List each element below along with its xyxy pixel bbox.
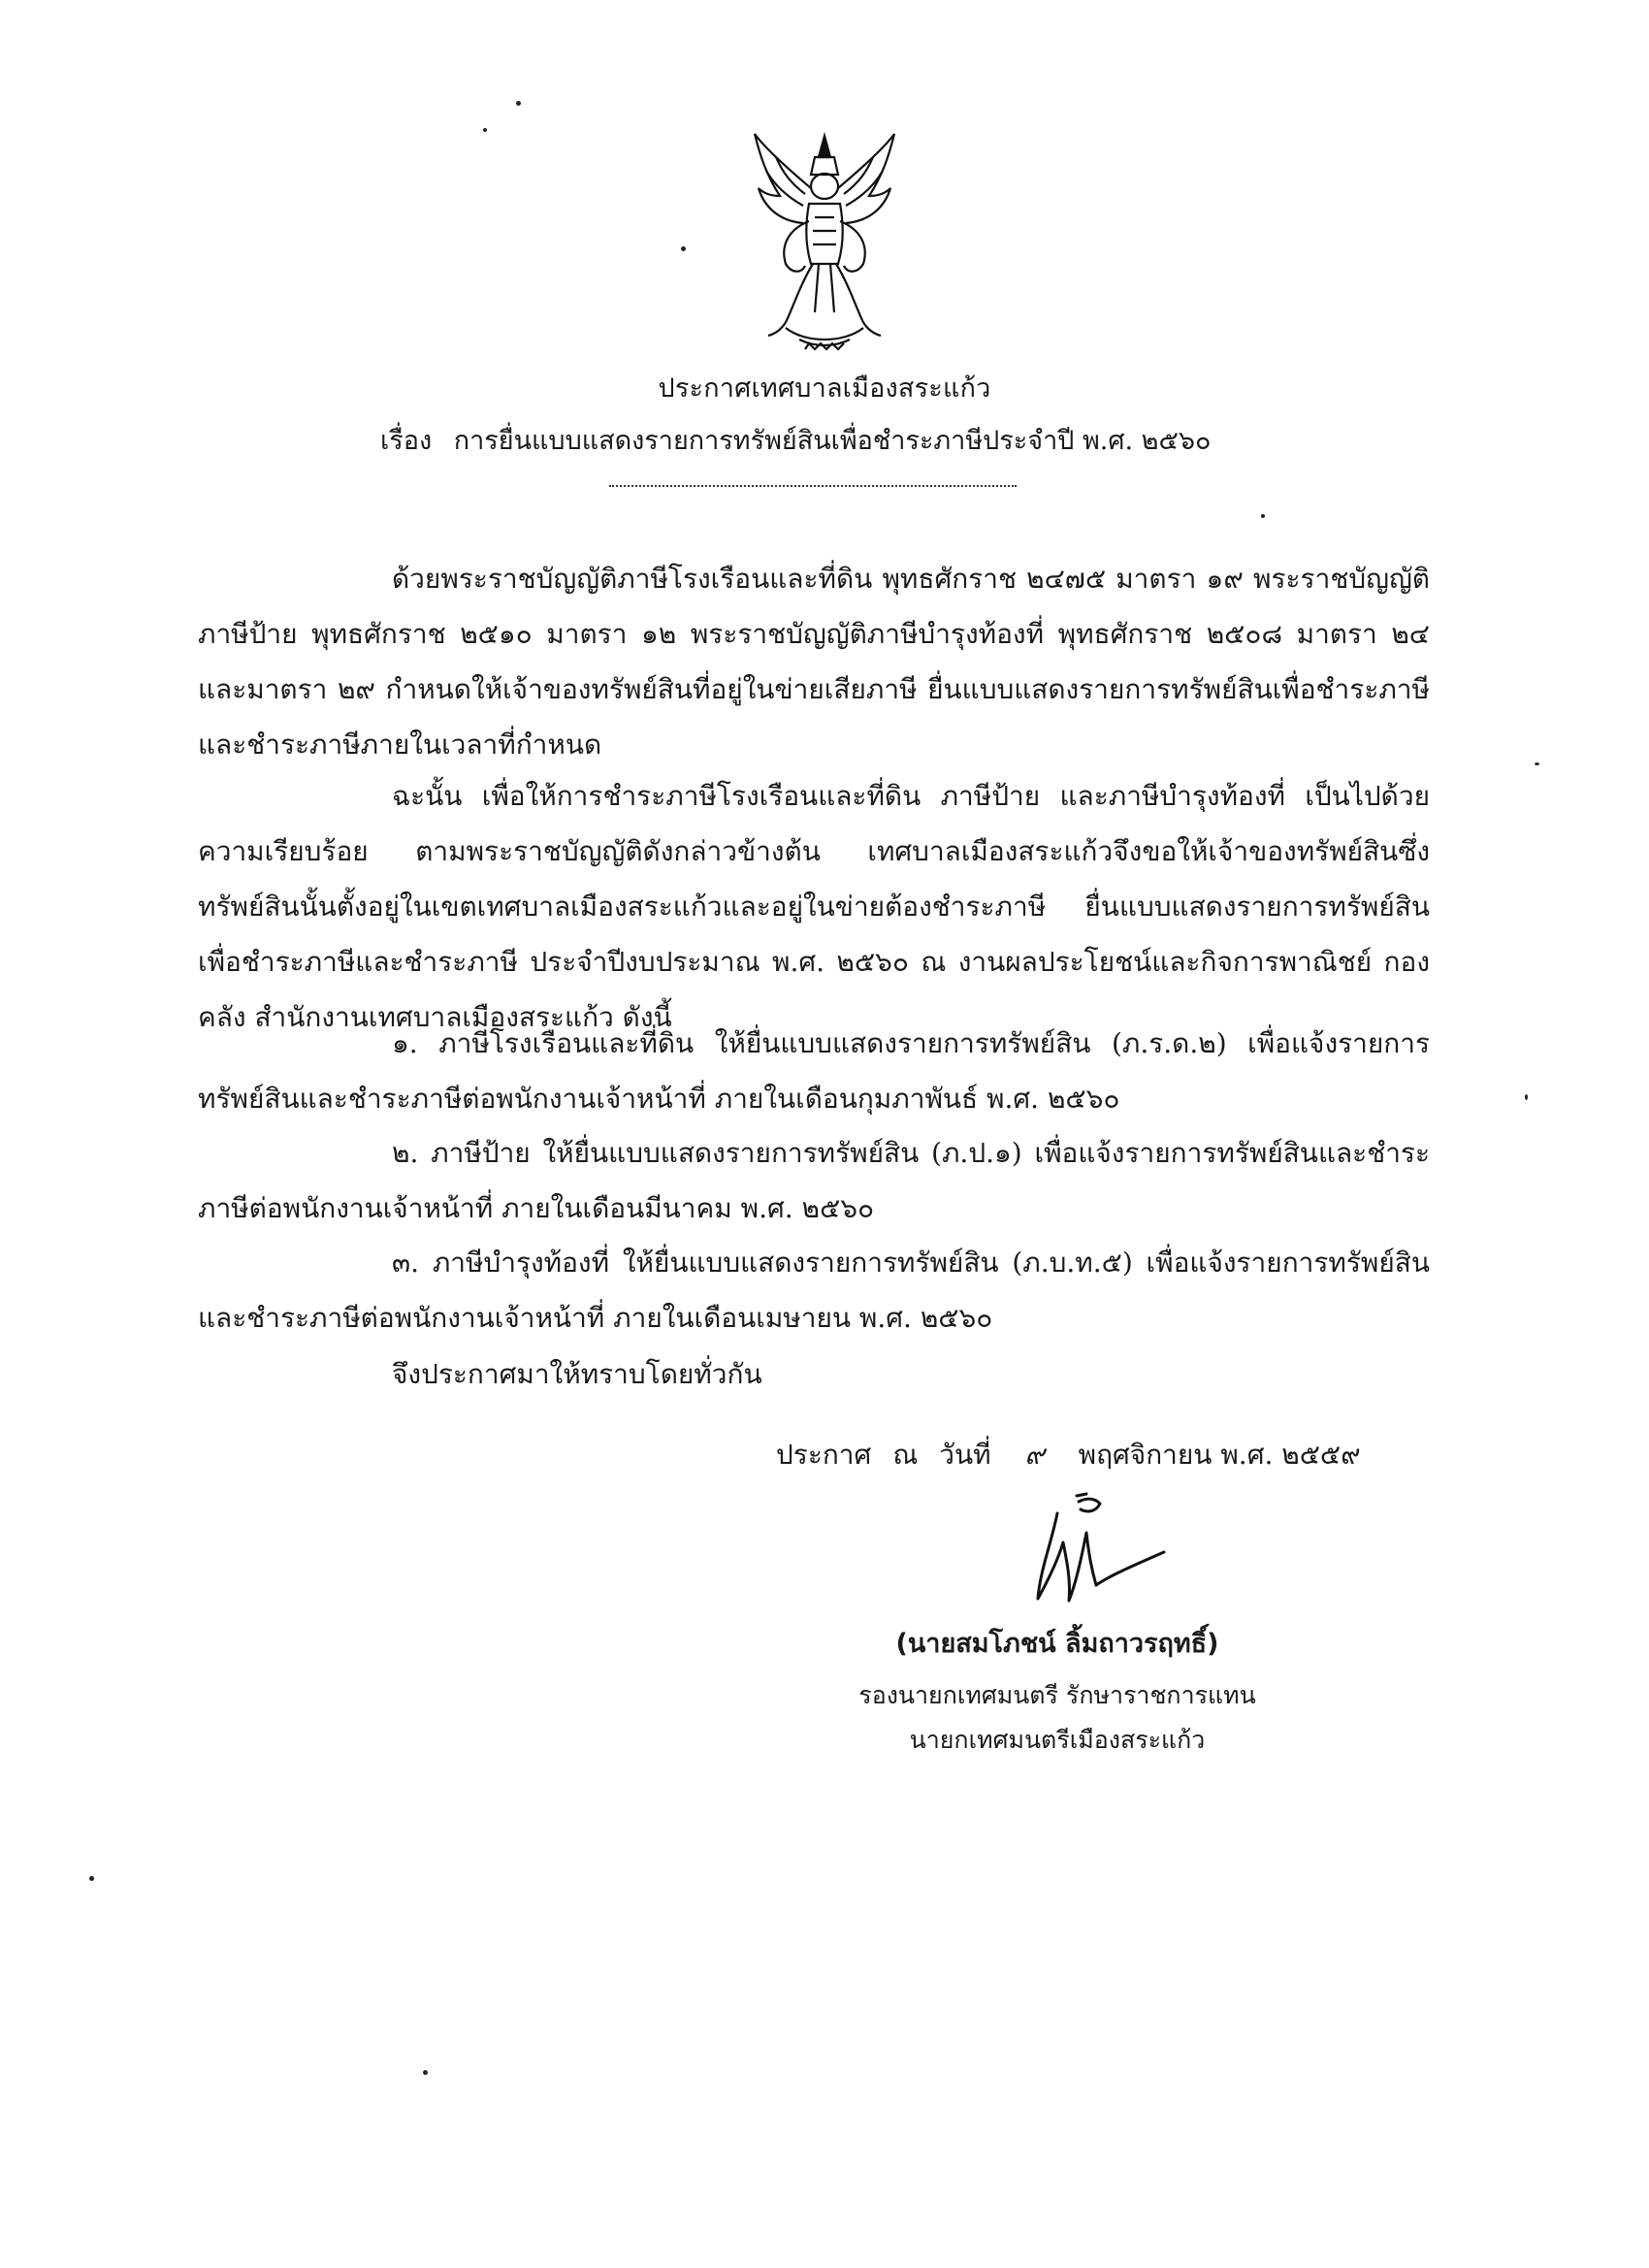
garuda-emblem-icon — [747, 128, 902, 351]
signer-name: (นายสมโภชน์ ลิ้มถาวรฤทธิ์) — [895, 1629, 1219, 1659]
scan-speck — [89, 1876, 94, 1881]
scan-speck — [681, 246, 686, 251]
announcement-date — [776, 1434, 1361, 1476]
scan-speck — [483, 128, 487, 132]
paragraph-request: ฉะนั้น เพื่อให้การชำระภาษีโรงเรือนและที่ดิน ภาษีป้าย และภาษีบำรุงท้องที่ เป็นไปด้วยความเรียบร้อย ตามพระราชบัญญัติดังกล่าวข้างต้น เทศบาลเมืองสระแก้วจึงขอให้เจ้าของทรัพย์สินซึ่งทรัพย์สินนั้นตั้งอยู่ในเขตเทศบาลเมืองสระแก้วและอยู่ในข่ายต้องชำระภาษี ยื่นแบบแสดงรายการทรัพย์สินเพื่อชำระภาษีและชำระภาษี ประจำปีงบประมาณ พ.ศ. ๒๕๖๐ ณ งานผลประโยชน์และกิจการพาณิชย์ กองคลัง สำนักงานเทศบาลเมืองสระแก้ว ดังนี้ — [198, 780, 1430, 1033]
dotted-divider — [609, 485, 1017, 487]
scan-speck — [516, 101, 521, 106]
scan-speck — [423, 2070, 428, 2075]
scan-speck — [1261, 514, 1265, 518]
closing-statement: จึงประกาศมาให้ทราบโดยทั่วกัน — [392, 1358, 762, 1390]
subject-label: เรื่อง — [380, 426, 433, 456]
handwritten-signature-icon — [1018, 1484, 1174, 1610]
signer-position: รองนายกเทศมนตรี รักษาราชการแทน — [858, 1681, 1256, 1709]
list-item: ๒. ภาษีป้าย ให้ยื่นแบบแสดงรายการทรัพย์สิน (ภ.ป.๑) เพื่อแจ้งรายการทรัพย์สินและชำระภาษีต่อพนักงานเจ้าหน้าที่ ภายในเดือนมีนาคม พ.ศ. ๒๕๖๐ — [198, 1137, 1430, 1224]
list-item: ๓. ภาษีบำรุงท้องที่ ให้ยื่นแบบแสดงรายการทรัพย์สิน (ภ.บ.ท.๕) เพื่อแจ้งรายการทรัพย์สินและชำระภาษีต่อพนักงานเจ้าหน้าที่ ภายในเดือนเมษายน พ.ศ. ๒๕๖๐ — [198, 1247, 1430, 1334]
list-item: ๑. ภาษีโรงเรือนและที่ดิน ให้ยื่นแบบแสดงรายการทรัพย์สิน (ภ.ร.ด.๒) เพื่อแจ้งรายการทรัพย์สินและชำระภาษีต่อพนักงานเจ้าหน้าที่ ภายในเดือนกุมภาพันธ์ พ.ศ. ๒๕๖๐ — [198, 1027, 1430, 1115]
scan-speck — [1535, 762, 1539, 765]
date-prefix: ประกาศ — [776, 1439, 872, 1471]
paragraph-intro: ด้วยพระราชบัญญัติภาษีโรงเรือนและที่ดิน พุทธศักราช ๒๔๗๕ มาตรา ๑๙ พระราชบัญญัติภาษีป้าย พุทธศักราช ๒๕๑๐ มาตรา ๑๒ พระราชบัญญัติภาษีบำรุงท้องที่ พุทธศักราช ๒๕๐๘ มาตรา ๒๔ และมาตรา ๒๙ กำหนดให้เจ้าของทรัพย์สินที่อยู่ในข่ายเสียภาษี ยื่นแบบแสดงรายการทรัพย์สินเพื่อชำระภาษีและชำระภาษีภายในเวลาที่กำหนด — [198, 563, 1430, 761]
subject-line — [380, 419, 1212, 461]
document-title: ประกาศเทศบาลเมืองสระแก้ว — [658, 373, 991, 404]
date-at: ณ — [892, 1439, 919, 1471]
date-month-year: พฤศจิกายน พ.ศ. ๒๕๕๙ — [1078, 1439, 1361, 1471]
date-day-label: วันที่ — [939, 1439, 991, 1471]
scan-speck — [1525, 1094, 1528, 1100]
signer-position-secondary: นายกเทศมนตรีเมืองสระแก้ว — [909, 1726, 1206, 1754]
date-day: ๙ — [1024, 1439, 1045, 1471]
subject-text: การยื่นแบบแสดงรายการทรัพย์สินเพื่อชำระภาษีประจำปี พ.ศ. ๒๕๖๐ — [453, 426, 1212, 456]
